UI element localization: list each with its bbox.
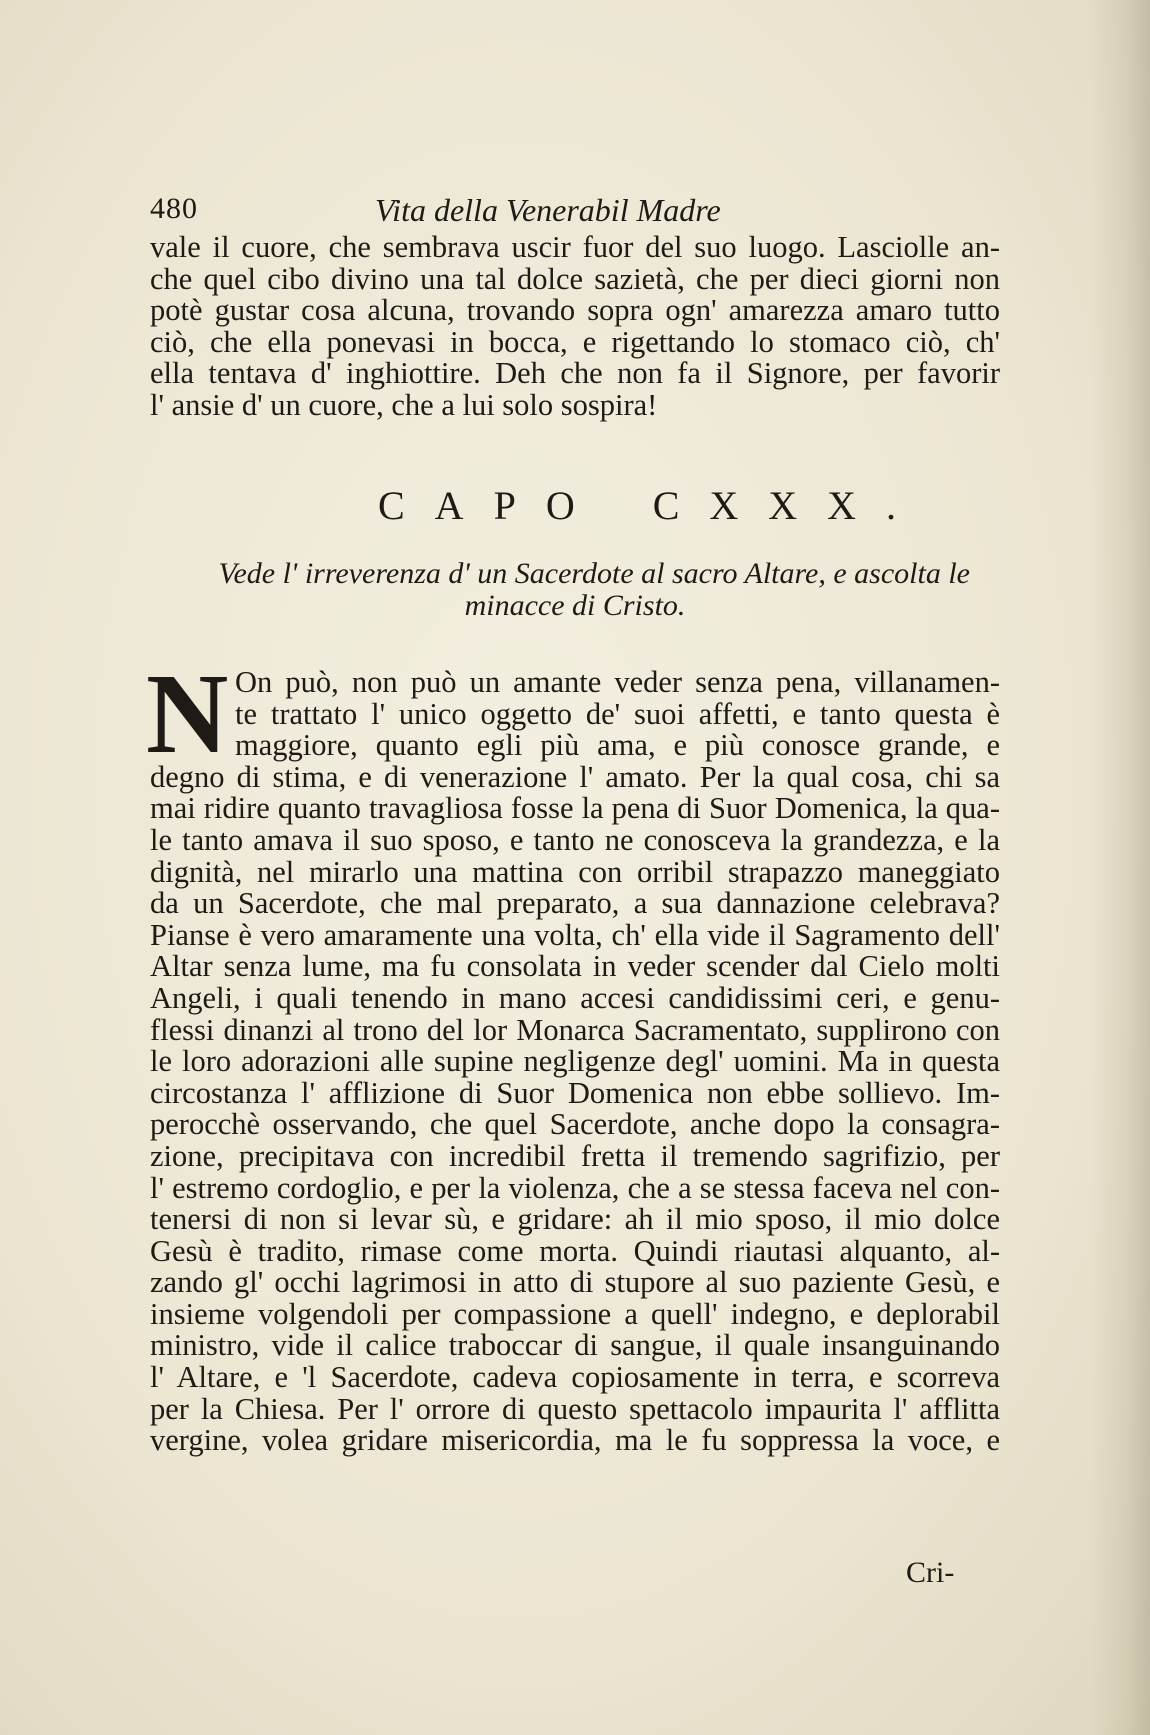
drop-cap-initial: N <box>146 650 229 777</box>
continued-paragraph <box>150 232 1000 422</box>
chapter-body <box>150 667 1000 1457</box>
text-line: vale il cuore, che sembrava uscir fuor del suo luogo. Lasciolle an- <box>150 230 1000 264</box>
page-fold-shadow <box>1090 0 1150 1735</box>
text-line: potè gustar cosa alcuna, trovando sopra ogn' amarezza amaro tutto <box>150 293 1000 328</box>
text-line: Angeli, i quali tenendo in mano accesi candidissimi ceri, e genu- <box>150 980 1000 1015</box>
chapter-summary <box>150 557 1000 620</box>
summary-line: minacce di Cristo. <box>464 588 686 622</box>
text-line: ella tentava d' inghiottire. Deh che non fa il Signore, per favorir <box>150 356 1000 391</box>
text-line: vergine, volea gridare misericordia, ma le fu soppressa la voce, e <box>150 1423 1000 1458</box>
text-line: Gesù è tradito, rimase come morta. Quindi riautasi alquanto, al- <box>150 1233 1000 1268</box>
text-line: flessi dinanzi al trono del lor Monarca Sacramentato, supplirono con <box>150 1012 1000 1047</box>
text-line: che quel cibo divino una tal dolce sazietà, che per dieci giorni non <box>150 261 1000 296</box>
catchword: Cri- <box>906 1556 955 1589</box>
summary-line: Vede l' irreverenza d' un Sacerdote al sacro Altare, e ascolta le <box>218 557 970 590</box>
text-line: l' ansie d' un cuore, che a lui solo sospira! <box>150 387 658 422</box>
text-line: mai ridire quanto travagliosa fosse la pena di Suor Domenica, la qua- <box>150 791 1000 826</box>
text-line: Altar senza lume, ma fu consolata in veder scender dal Cielo molti <box>150 949 1000 984</box>
text-line: ministro, vide il calice traboccar di sangue, il quale insanguinando <box>150 1328 1000 1363</box>
text-line: On può, non può un amante veder senza pena, villanamen- <box>235 665 1000 699</box>
text-line: zando gl' occhi lagrimosi in atto di stupore al suo paziente Gesù, e <box>150 1265 1000 1300</box>
show-through-ink <box>640 400 1000 660</box>
text-line: maggiore, quanto egli più ama, e più conosce grande, e <box>235 728 1000 763</box>
text-line: da un Sacerdote, che mal preparato, a sua dannazione celebrava? <box>150 886 1000 921</box>
text-line: circostanza l' afflizione di Suor Domenica non ebbe sollievo. Im- <box>150 1075 1000 1110</box>
text-line: tenersi di non si levar sù, e gridare: ah il mio sposo, il mio dolce <box>150 1202 1000 1237</box>
text-line: degno di stima, e di venerazione l' amato. Per la qual cosa, chi sa <box>150 759 1000 794</box>
chapter-heading: CAPO CXXX. <box>378 483 927 528</box>
text-line: l' Altare, e 'l Sacerdote, cadeva copiosamente in terra, e scorreva <box>150 1360 1000 1395</box>
text-line: zione, precipitava con incredibil fretta il tremendo sagrifizio, per <box>150 1138 1000 1173</box>
text-line: l' estremo cordoglio, e per la violenza, che a se stessa faceva nel con- <box>150 1170 1000 1205</box>
text-line: ciò, che ella ponevasi in bocca, e rigettando lo stomaco ciò, ch' <box>150 324 1000 359</box>
page-number: 480 <box>150 192 198 225</box>
running-title: Vita della Venerabil Madre <box>375 192 721 228</box>
text-line: le loro adorazioni alle supine negligenze degl' uomini. Ma in questa <box>150 1044 1000 1079</box>
text-line: perocchè osservando, che quel Sacerdote, anche dopo la consagra- <box>150 1107 1000 1142</box>
text-line: insieme volgendoli per compassione a quell' indegno, e deplorabil <box>150 1296 1000 1331</box>
running-head <box>150 192 760 228</box>
text-line: Pianse è vero amaramente una volta, ch' ella vide il Sagramento dell' <box>150 917 1000 952</box>
text-line: per la Chiesa. Per l' orrore di questo spettacolo impaurita l' afflitta <box>150 1391 1000 1426</box>
text-line: le tanto amava il suo sposo, e tanto ne conosceva la grandezza, e la <box>150 822 1000 857</box>
text-line: dignità, nel mirarlo una mattina con orribil strapazzo maneggiato <box>150 854 1000 889</box>
text-line: te trattato l' unico oggetto de' suoi affetti, e tanto questa è <box>235 696 1000 731</box>
